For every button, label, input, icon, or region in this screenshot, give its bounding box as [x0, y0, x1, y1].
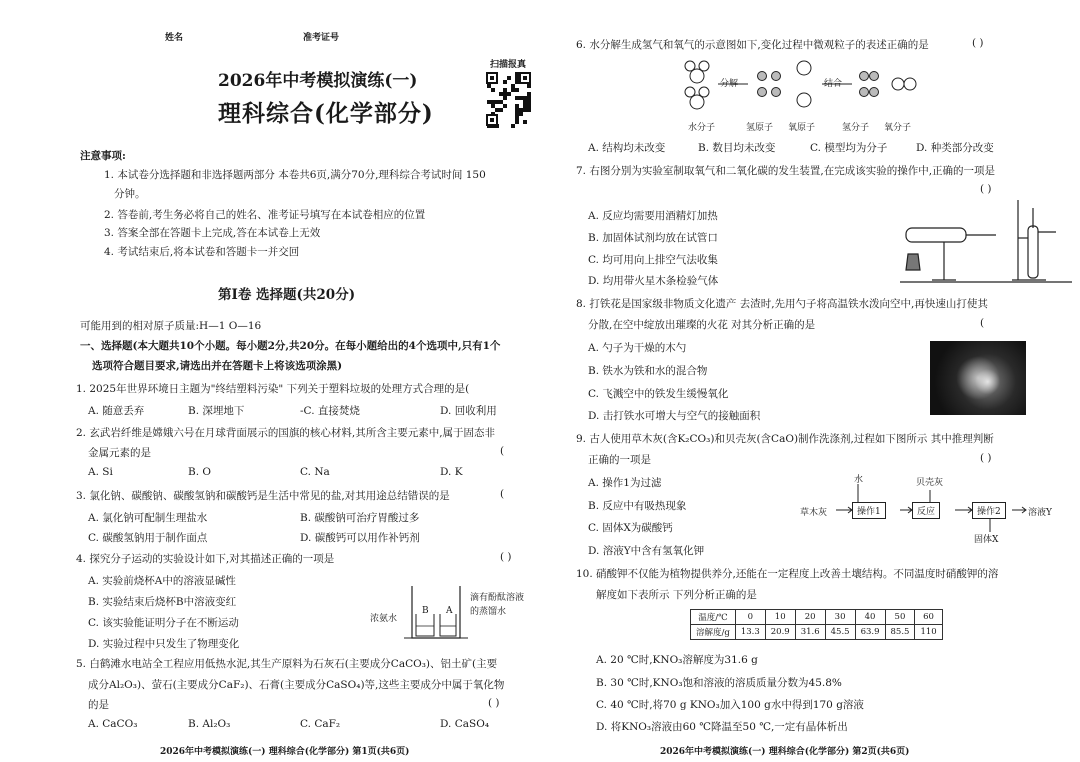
flow-label-plant-ash: 草木灰: [800, 508, 828, 518]
table-cell: 30: [825, 610, 855, 625]
q8-option-d[interactable]: D. 击打铁水可增大与空气的接触面积: [588, 410, 761, 422]
name-label: 姓名: [165, 33, 184, 43]
q1-option-d[interactable]: D. 回收利用: [440, 405, 497, 417]
solubility-table: [690, 609, 943, 640]
question-1-stem: 1. 2025年世界环境日主题为"终结塑料污染" 下列关于塑料垃圾的处理方式合理的是(: [76, 383, 470, 395]
table-cell: 45.5: [825, 625, 855, 640]
q7-option-c[interactable]: C. 均可用向上排空气法收集: [588, 254, 718, 266]
exam-title: 2026年中考模拟演练(一): [218, 71, 418, 91]
question-9-stem: 9. 古人使用草木灰(含K₂CO₃)和贝壳灰(含CaO)制作洗涤剂,过程如下图所示 其中推理判断: [576, 433, 994, 445]
answer-paren: ( ): [500, 551, 512, 563]
q8-option-c[interactable]: C. 飞溅空中的铁发生缓慢氧化: [588, 388, 729, 400]
q1-option-a[interactable]: A. 随意丢弃: [88, 405, 145, 417]
q6-option-d[interactable]: D. 种类部分改变: [916, 142, 994, 154]
q3-option-b[interactable]: B. 碳酸钠可治疗胃酸过多: [300, 512, 420, 524]
notice-item: 4. 考试结束后,将本试卷和答题卡一并交回: [104, 246, 300, 258]
q5-option-a[interactable]: A. CaCO₃: [88, 718, 138, 730]
question-10-stem-cont: 解度如下表所示 下列分析正确的是: [596, 589, 757, 601]
question-2-stem-cont: 金属元素的是: [88, 447, 151, 459]
q7-option-b[interactable]: B. 加固体试剂均放在试管口: [588, 232, 718, 244]
page-footer: 2026年中考模拟演练(一) 理科综合(化学部分) 第2页(共6页): [660, 747, 910, 757]
q6-option-a[interactable]: A. 结构均未改变: [588, 142, 666, 154]
table-cell: 13.3: [735, 625, 765, 640]
q10-option-d[interactable]: D. 将KNO₃溶液由60 ℃降温至50 ℃,一定有晶体析出: [596, 721, 848, 733]
notice-item: 1. 本试卷分选择题和非选择题两部分 本卷共6页,满分70分,理科综合考试时间 150: [104, 169, 486, 181]
fig-label-beaker-b: B: [422, 606, 429, 616]
table-cell: 85.5: [885, 625, 915, 640]
q4-option-d[interactable]: D. 实验过程中只发生了物理变化: [88, 638, 240, 650]
q10-option-c[interactable]: C. 40 ℃时,将70 g KNO₃加入100 g水中得到170 g溶液: [596, 699, 864, 711]
fig-label-oxygen-atom: 氧原子: [788, 123, 816, 133]
flow-box-reaction: 反应: [912, 502, 940, 519]
answer-paren: (: [500, 445, 505, 457]
q7-option-a[interactable]: A. 反应均需要用酒精灯加热: [588, 210, 718, 222]
table-cell: 40: [855, 610, 885, 625]
q10-option-a[interactable]: A. 20 ℃时,KNO₃溶解度为31.6 g: [596, 654, 758, 666]
q9-option-b[interactable]: B. 反应中有吸热现象: [588, 500, 687, 512]
molecule-motion-apparatus-figure: [398, 578, 470, 642]
q3-option-c[interactable]: C. 碳酸氢钠用于制作面点: [88, 532, 208, 544]
question-9-stem-cont: 正确的一项是: [588, 454, 651, 466]
question-5-stem: 5. 白鹤滩水电站全工程应用低热水泥,其生产原料为石灰石(主要成分CaCO₃)、铝土矿(主要: [76, 658, 498, 670]
question-3-stem: 3. 氯化钠、碳酸钠、碳酸氢钠和碳酸钙是生活中常见的盐,对其用途总结错误的是: [76, 490, 450, 502]
question-2-stem: 2. 玄武岩纤维是嫦娥六号在月球背面展示的国旗的核心材料,其所含主要元素中,属于固态非: [76, 427, 496, 439]
q1-option-c[interactable]: -C. 直接焚烧: [300, 405, 360, 417]
section-instructions: 选项符合题目要求,请选出并在答题卡上将该选项涂黑): [92, 360, 343, 372]
answer-paren: ( ): [488, 697, 500, 709]
exam-page-2: [540, 0, 1080, 762]
qr-caption: 扫描报真: [490, 60, 527, 70]
q8-option-a[interactable]: A. 勺子为干燥的木勺: [588, 342, 687, 354]
fig-label-water-molecule: 水分子: [688, 123, 716, 133]
table-header-solubility: 溶解度/g: [691, 625, 736, 640]
q2-option-c[interactable]: C. Na: [300, 466, 330, 478]
q4-option-c[interactable]: C. 该实验能证明分子在不断运动: [88, 617, 239, 629]
fig-label-distilled-water: 的蒸馏水: [470, 607, 507, 617]
section-instructions: 一、选择题(本大题共10个小题。每小题2分,共20分。在每小题给出的4个选项中,只有1个: [80, 340, 501, 352]
q4-option-a[interactable]: A. 实验前烧杯A中的溶液显碱性: [88, 575, 236, 587]
notice-item: 2. 答卷前,考生务必将自己的姓名、准考证号填写在本试卷相应的位置: [104, 209, 426, 221]
table-cell: 0: [735, 610, 765, 625]
flow-label-shell-ash: 贝壳灰: [916, 478, 944, 488]
answer-paren: (: [500, 488, 505, 500]
notice-item: 分钟。: [114, 188, 146, 200]
table-cell: 50: [885, 610, 915, 625]
table-header-temperature: 温度/℃: [691, 610, 736, 625]
water-decomposition-diagram: [680, 56, 920, 116]
q7-option-d[interactable]: D. 均用带火星木条检验气体: [588, 275, 719, 287]
question-4-stem: 4. 探究分子运动的实验设计如下,对其描述正确的一项是: [76, 553, 335, 565]
question-5-stem-cont: 成分Al₂O₃)、萤石(主要成分CaF₂)、石膏(主要成分CaSO₄)等,这些主要成分中属于氧化物: [88, 679, 505, 691]
section-title: 第Ⅰ卷 选择题(共20分): [218, 287, 356, 303]
q9-option-d[interactable]: D. 溶液Y中含有氢氧化钾: [588, 545, 705, 557]
gas-generation-apparatus-figure: [896, 198, 1076, 284]
exam-subject-title: 理科综合(化学部分): [218, 100, 434, 127]
q2-option-b[interactable]: B. O: [188, 466, 211, 478]
table-cell: 63.9: [855, 625, 885, 640]
q5-option-c[interactable]: C. CaF₂: [300, 718, 341, 730]
atomic-mass-note: 可能用到的相对原子质量:H—1 O—16: [80, 320, 262, 332]
table-cell: 31.6: [795, 625, 825, 640]
answer-paren: ( ): [972, 37, 984, 49]
table-cell: 60: [915, 610, 942, 625]
question-6-stem: 6. 水分解生成氢气和氧气的示意图如下,变化过程中微观粒子的表述正确的是: [576, 39, 929, 51]
qr-code-icon[interactable]: [486, 72, 532, 128]
flow-label-water: 水: [854, 475, 864, 485]
notice-heading: 注意事项:: [80, 150, 126, 162]
q4-option-b[interactable]: B. 实验结束后烧杯B中溶液变红: [88, 596, 237, 608]
fig-label-hydrogen-molecule: 氢分子: [842, 123, 870, 133]
flow-label-solid-x: 固体X: [974, 535, 999, 545]
question-8-stem-cont: 分散,在空中绽放出璀璨的火花 对其分析正确的是: [588, 319, 816, 331]
q6-option-c[interactable]: C. 模型均为分子: [810, 142, 888, 154]
q1-option-b[interactable]: B. 深埋地下: [188, 405, 245, 417]
fig-label-phenolphthalein: 滴有酚酞溶液: [470, 593, 525, 603]
q5-option-d[interactable]: D. CaSO₄: [440, 718, 490, 730]
fig-label-beaker-a: A: [446, 606, 453, 616]
answer-paren: ( ): [980, 183, 992, 195]
table-cell: 110: [915, 625, 942, 640]
question-10-stem: 10. 硝酸钾不仅能为植物提供养分,还能在一定程度上改善土壤结构。不同温度时硝酸钾的溶: [576, 568, 999, 580]
fig-label-oxygen-molecule: 氧分子: [884, 123, 912, 133]
fig-label-ammonia: 浓氨水: [370, 614, 398, 624]
answer-paren: ( ): [980, 452, 992, 464]
q9-option-a[interactable]: A. 操作1为过滤: [588, 477, 662, 489]
table-row: [691, 610, 943, 625]
iron-flower-photo: [930, 341, 1026, 415]
page-footer: 2026年中考模拟演练(一) 理科综合(化学部分) 第1页(共6页): [160, 747, 410, 757]
q8-option-b[interactable]: B. 铁水为铁和水的混合物: [588, 365, 708, 377]
question-8-stem: 8. 打铁花是国家级非物质文化遗产 去渣时,先用勺子将高温铁水泼向空中,再快速山打使其: [576, 298, 988, 310]
exam-id-label: 准考证号: [303, 33, 340, 43]
q9-option-c[interactable]: C. 固体X为碳酸钙: [588, 522, 673, 534]
q2-option-a[interactable]: A. Si: [88, 466, 113, 478]
flow-box-operation-2: 操作2: [972, 502, 1006, 519]
table-row: [691, 625, 943, 640]
question-7-stem: 7. 右图分别为实验室制取氧气和二氧化碳的发生装置,在完成该实验的操作中,正确的一项是: [576, 165, 996, 177]
table-cell: 10: [765, 610, 795, 625]
q5-option-b[interactable]: B. Al₂O₃: [188, 718, 231, 730]
fig-label-combine: 结合: [824, 79, 843, 89]
notice-item: 3. 答案全部在答题卡上完成,答在本试卷上无效: [104, 227, 321, 239]
table-cell: 20: [795, 610, 825, 625]
flow-label-solution-y: 溶液Y: [1028, 508, 1052, 518]
answer-paren: (: [980, 317, 985, 329]
q6-option-b[interactable]: B. 数目均未改变: [698, 142, 776, 154]
q3-option-a[interactable]: A. 氯化钠可配制生理盐水: [88, 512, 208, 524]
q2-option-d[interactable]: D. K: [440, 466, 463, 478]
fig-label-decompose: 分解: [720, 79, 739, 89]
question-5-stem-cont: 的是: [88, 699, 109, 711]
flow-box-operation-1: 操作1: [852, 502, 886, 519]
q3-option-d[interactable]: D. 碳酸钙可以用作补钙剂: [300, 532, 420, 544]
fig-label-hydrogen-atom: 氢原子: [746, 123, 774, 133]
table-cell: 20.9: [765, 625, 795, 640]
q10-option-b[interactable]: B. 30 ℃时,KNO₃饱和溶液的溶质质量分数为45.8%: [596, 677, 842, 689]
